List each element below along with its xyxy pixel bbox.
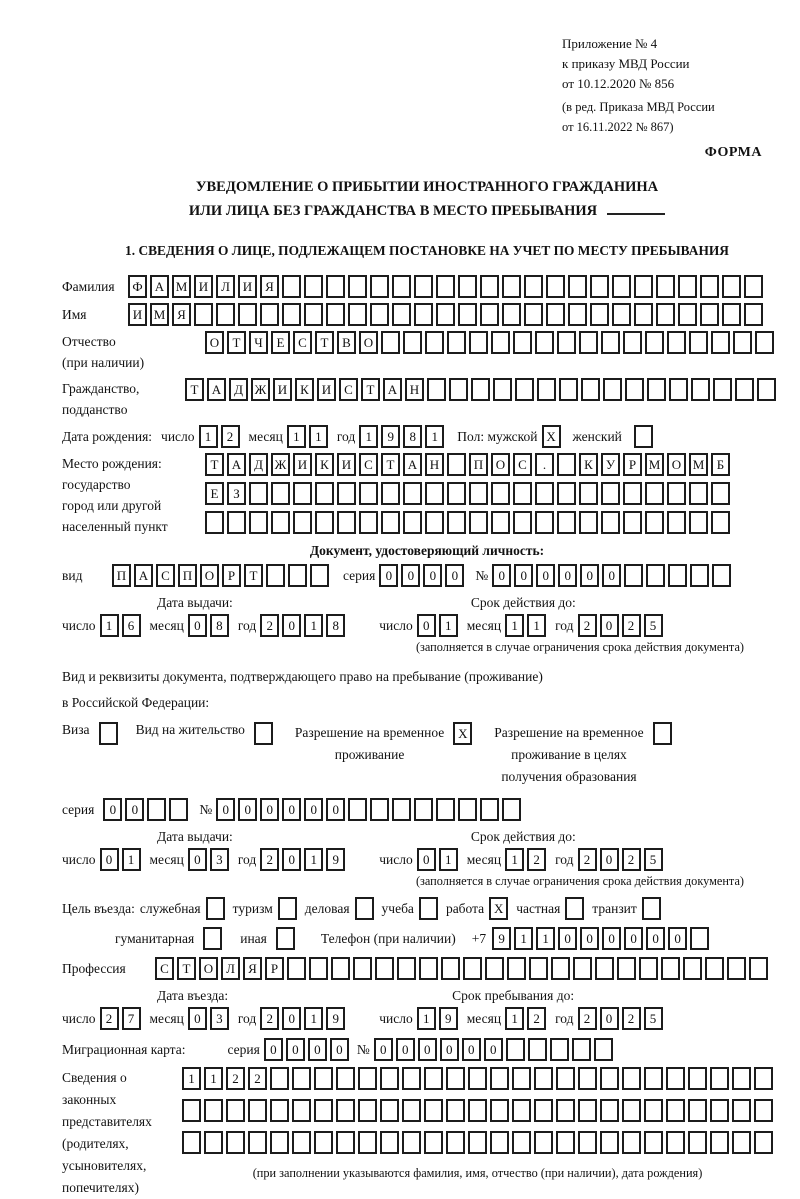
entry-year-boxes[interactable]: 2 0 1 9: [260, 1007, 345, 1030]
phone-label: Телефон (при наличии): [320, 930, 456, 946]
surname-row: [62, 275, 792, 298]
given-name-label: Имя: [62, 306, 87, 322]
month-label: месяц: [248, 428, 283, 444]
series-label: серия: [343, 567, 376, 583]
purpose-phone-row: [115, 927, 792, 950]
profession-boxes[interactable]: С Т О Л Я Р: [155, 957, 768, 980]
stay-year-boxes[interactable]: 2 0 2 5: [578, 1007, 663, 1030]
entry-month-boxes[interactable]: 0 3: [188, 1007, 229, 1030]
birthplace-row2-boxes[interactable]: Е З: [205, 482, 730, 505]
purpose-study: учеба: [382, 897, 438, 920]
birthplace-row: [62, 453, 792, 537]
birthplace-label: Место рождения: государство город или другой населенный пункт: [62, 456, 168, 534]
guardians-row: [62, 1067, 792, 1199]
id-issue-month-boxes[interactable]: 0 8: [188, 614, 229, 637]
birthplace-boxes: [205, 453, 730, 534]
purpose-transit: транзит: [592, 897, 661, 920]
guardians-row3-boxes[interactable]: [182, 1131, 773, 1154]
temp-residence-edu-option: Разрешение на временное проживание в целях получения образования: [494, 722, 671, 788]
number-sign: №: [356, 1041, 370, 1057]
guardians-row2-boxes[interactable]: [182, 1099, 773, 1122]
permit-valid-year-boxes[interactable]: 2 0 2 5: [578, 848, 663, 871]
id-date-headers: [62, 595, 792, 611]
business-checkbox[interactable]: [355, 897, 374, 920]
entry-day-boxes[interactable]: 2 7: [100, 1007, 141, 1030]
humanitarian-checkbox[interactable]: [203, 927, 222, 950]
guardians-note: (при заполнении указываются фамилия, имя, отчество (при наличии), дата рождения): [252, 1166, 703, 1180]
id-valid-month-boxes[interactable]: 1 1: [505, 614, 546, 637]
number-sign: №: [475, 567, 489, 583]
permit-valid-month-boxes[interactable]: 1 2: [505, 848, 546, 871]
citizenship-label: Гражданство, подданство: [62, 381, 140, 417]
birthplace-row3-boxes[interactable]: [205, 511, 730, 534]
permit-issue-month-boxes[interactable]: 0 3: [188, 848, 229, 871]
patronymic-row: [62, 331, 792, 373]
id-issue-year-boxes[interactable]: 2 0 1 8: [260, 614, 345, 637]
identity-doc-heading: Документ, удостоверяющий личность:: [309, 543, 545, 558]
id-issue-group: число 1 6 месяц 0 8 год 2 0 1 8: [62, 614, 345, 637]
stay-until-group: число 1 9 месяц 1 2 год 2 0 2 5: [379, 1007, 662, 1030]
series-label: серия: [227, 1041, 260, 1057]
entry-date-headers: [62, 988, 792, 1004]
permit-number-boxes[interactable]: 0 0 0 0 0 0: [216, 798, 521, 821]
temp-residence-edu-checkbox[interactable]: [653, 722, 672, 745]
purpose-other: иная: [240, 927, 295, 950]
purpose-work: работа X: [446, 897, 508, 920]
transit-checkbox[interactable]: [642, 897, 661, 920]
patronymic-label: Отчество (при наличии): [62, 334, 145, 370]
year-label: год: [336, 428, 356, 444]
permit-type-row: [62, 722, 792, 788]
id-restriction-note: (заполняется в случае ограничения срока действия документа): [415, 640, 744, 654]
phone-boxes[interactable]: 9 1 1 0 0 0 0 0 0: [492, 927, 709, 950]
birth-day-boxes[interactable]: 1 2: [199, 425, 240, 448]
permit-restriction-note: (заполняется в случае ограничения срока действия документа): [415, 874, 744, 888]
migration-series-boxes[interactable]: 0 0 0 0: [264, 1038, 349, 1061]
series-label: серия: [62, 801, 95, 817]
edition-line: (в ред. Приказа МВД России: [562, 100, 715, 114]
entry-date-group: число 2 7 месяц 0 3 год 2 0 1 9: [62, 1007, 345, 1030]
birth-date-row: [62, 425, 792, 448]
residence-permit-option: Вид на жительство: [136, 722, 273, 745]
given-name-boxes[interactable]: И М Я: [128, 303, 763, 326]
edition-reference: [562, 97, 792, 137]
annex-line: от 10.12.2020 № 856: [562, 76, 675, 91]
form-label: ФОРМА: [704, 145, 762, 160]
birthplace-row1-boxes[interactable]: Т А Д Ж И К И С Т А Н П О С . К У Р М О М Б: [205, 453, 730, 476]
visa-option: Виза: [62, 722, 118, 745]
permit-series-row: [62, 798, 792, 821]
purpose-humanitarian: гуманитарная: [115, 927, 222, 950]
surname-boxes[interactable]: Ф А М И Л И Я: [128, 275, 763, 298]
stay-day-boxes[interactable]: 1 9: [417, 1007, 458, 1030]
other-checkbox[interactable]: [276, 927, 295, 950]
permit-date-headers: [62, 829, 792, 845]
page-title: [62, 175, 792, 223]
private-checkbox[interactable]: [565, 897, 584, 920]
stay-until-header: Срок пребывания до:: [452, 988, 575, 1003]
annex-reference: [562, 34, 792, 94]
blank-underline: [607, 201, 665, 215]
entry-purpose-row: [62, 897, 792, 920]
doc-type-label: вид: [62, 567, 83, 583]
temp-residence-option: Разрешение на временное проживание X: [295, 722, 472, 766]
guardians-label: Сведения о законных представителях (родителях, усыновителях, попечителях): [62, 1070, 152, 1195]
title-line-2: ИЛИ ЛИЦА БЕЗ ГРАЖДАНСТВА В МЕСТО ПРЕБЫВАНИЯ: [62, 199, 792, 223]
purpose-tourism: туризм: [233, 897, 297, 920]
purpose-official: служебная: [140, 897, 225, 920]
temp-residence-checkbox[interactable]: X: [453, 722, 472, 745]
sex-female-label: женский: [572, 428, 622, 444]
annex-line: к приказу МВД России: [562, 56, 690, 71]
id-dates-row: [62, 614, 792, 637]
day-label: число: [161, 428, 195, 444]
issue-date-header: Дата выдачи:: [157, 829, 233, 844]
phone-prefix: +7: [471, 930, 487, 946]
tourism-checkbox[interactable]: [278, 897, 297, 920]
purpose-label: Цель въезда:: [62, 900, 135, 916]
visa-checkbox[interactable]: [99, 722, 118, 745]
citizenship-boxes[interactable]: Т А Д Ж И К И С Т А Н: [185, 378, 776, 401]
migration-number-boxes[interactable]: 0 0 0 0 0 0: [374, 1038, 613, 1061]
citizenship-row: [62, 378, 792, 420]
sex-male-label: Пол: мужской: [457, 428, 538, 444]
permit-valid-group: число 0 1 месяц 1 2 год 2 0 2 5: [379, 848, 662, 871]
issue-date-header: Дата выдачи:: [157, 595, 233, 610]
permit-issue-year-boxes[interactable]: 2 0 1 9: [260, 848, 345, 871]
guardians-boxes-col: [182, 1067, 773, 1181]
stay-month-boxes[interactable]: 1 2: [505, 1007, 546, 1030]
id-number-boxes[interactable]: 0 0 0 0 0 0: [492, 564, 731, 587]
number-sign: №: [199, 801, 213, 817]
birth-month-boxes[interactable]: 1 1: [287, 425, 328, 448]
doc-type-boxes[interactable]: П А С П О Р Т: [112, 564, 329, 587]
id-issue-day-boxes[interactable]: 1 6: [100, 614, 141, 637]
official-checkbox[interactable]: [206, 897, 225, 920]
profession-label: Профессия: [62, 960, 126, 976]
id-valid-year-boxes[interactable]: 2 0 2 5: [578, 614, 663, 637]
permit-series-boxes[interactable]: 0 0: [103, 798, 188, 821]
valid-until-header: Срок действия до:: [470, 595, 576, 610]
residence-doc-text: Вид и реквизиты документа, подтверждающего право на пребывание (проживание) в Российской Федерации:: [62, 669, 543, 710]
permit-dates-row: [62, 848, 792, 871]
purpose-private: частная: [516, 897, 584, 920]
profession-row: [62, 957, 792, 980]
migration-card-row: [62, 1038, 792, 1061]
sex-female-checkbox[interactable]: [634, 425, 653, 448]
permit-valid-day-boxes[interactable]: 0 1: [417, 848, 458, 871]
guardians-row1-boxes[interactable]: 1 1 2 2: [182, 1067, 773, 1090]
study-checkbox[interactable]: [419, 897, 438, 920]
id-series-boxes[interactable]: 0 0 0 0: [379, 564, 464, 587]
entry-dates-row: [62, 1007, 792, 1030]
sex-male-checkbox[interactable]: X: [542, 425, 561, 448]
permit-issue-day-boxes[interactable]: 0 1: [100, 848, 141, 871]
work-checkbox[interactable]: X: [489, 897, 508, 920]
identity-doc-row: [62, 564, 792, 587]
entry-date-header: Дата въезда:: [157, 988, 229, 1003]
given-name-row: [62, 303, 792, 326]
birth-date-label: Дата рождения:: [62, 428, 153, 444]
patronymic-boxes[interactable]: О Т Ч Е С Т В О: [205, 331, 774, 354]
residence-permit-checkbox[interactable]: [254, 722, 273, 745]
migration-card-label: Миграционная карта:: [62, 1041, 186, 1057]
birth-year-boxes[interactable]: 1 9 8 1: [359, 425, 444, 448]
id-valid-day-boxes[interactable]: 0 1: [417, 614, 458, 637]
annex-line: Приложение № 4: [562, 36, 658, 51]
valid-until-header: Срок действия до:: [470, 829, 576, 844]
purpose-business: деловая: [305, 897, 374, 920]
section-1-heading: 1. СВЕДЕНИЯ О ЛИЦЕ, ПОДЛЕЖАЩЕМ ПОСТАНОВКЕ НА УЧЕТ ПО МЕСТУ ПРЕБЫВАНИЯ: [125, 243, 729, 258]
title-line-1: УВЕДОМЛЕНИЕ О ПРИБЫТИИ ИНОСТРАННОГО ГРАЖДАНИНА: [195, 179, 659, 195]
surname-label: Фамилия: [62, 278, 115, 294]
permit-issue-group: число 0 1 месяц 0 3 год 2 0 1 9: [62, 848, 345, 871]
id-valid-group: число 0 1 месяц 1 1 год 2 0 2 5: [379, 614, 662, 637]
edition-line: от 16.11.2022 № 867): [562, 120, 674, 134]
